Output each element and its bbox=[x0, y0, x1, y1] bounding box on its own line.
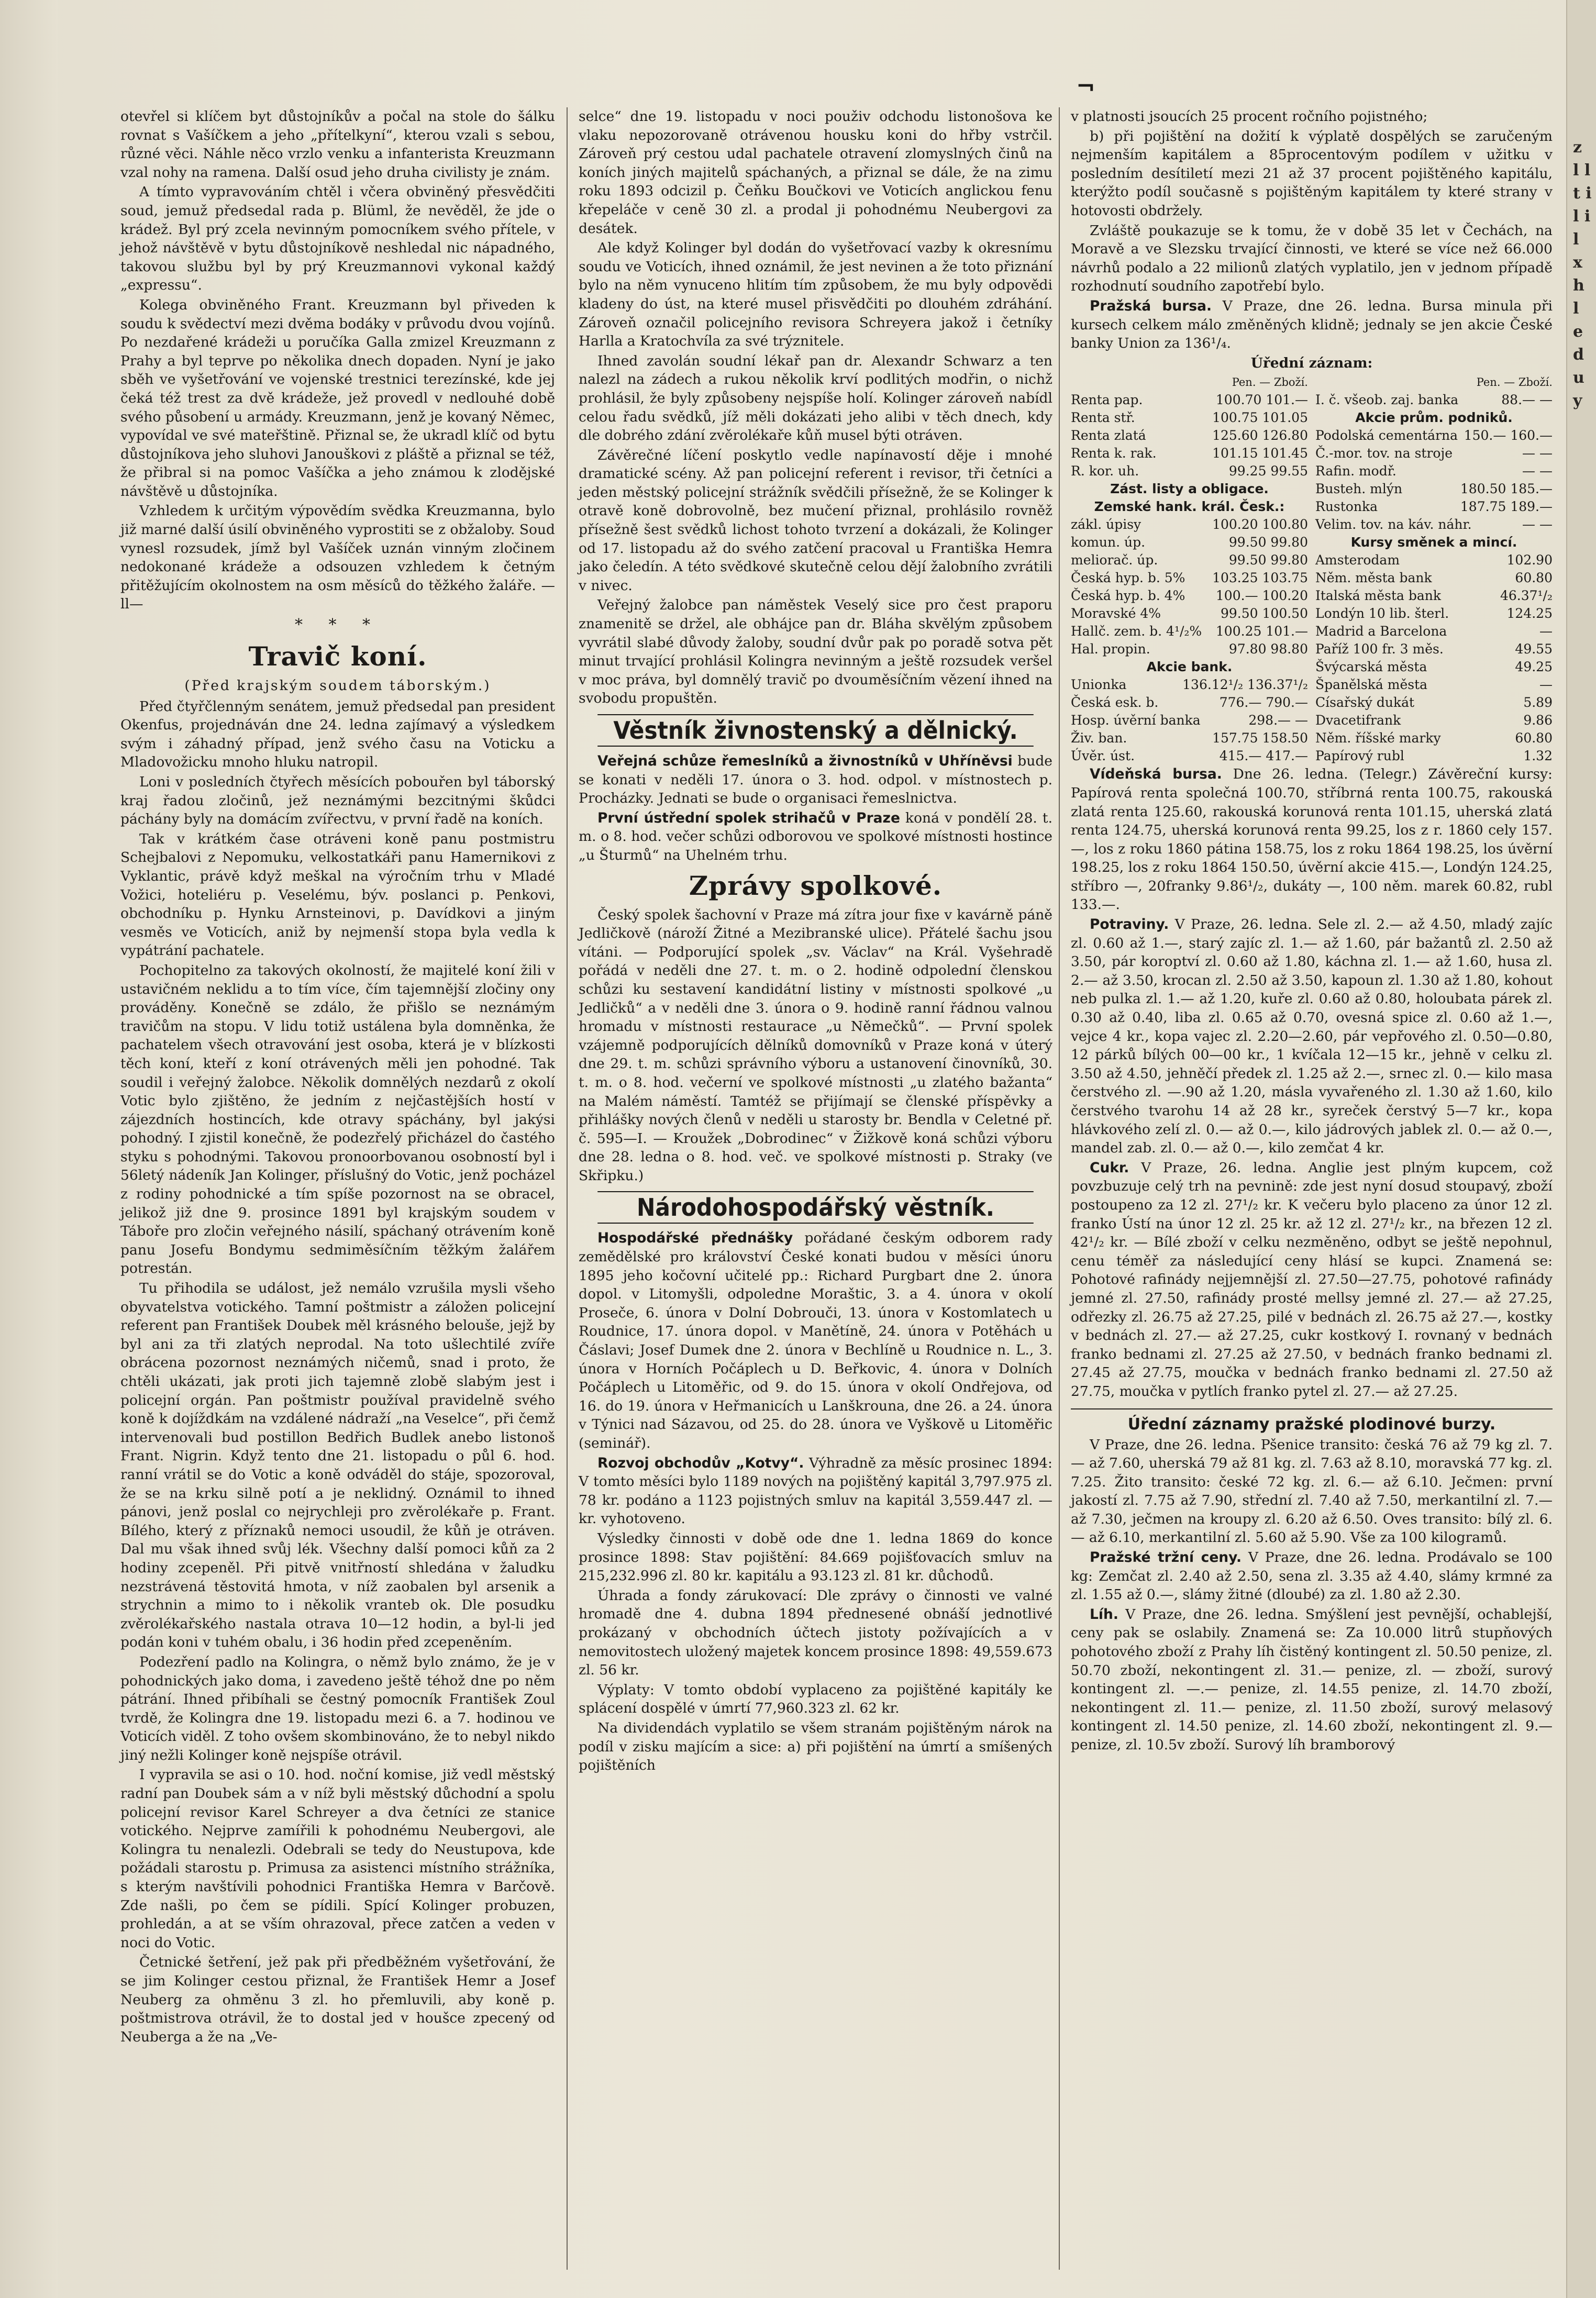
column-3 bbox=[1071, 107, 1553, 1756]
article-heading: Travič koní. bbox=[248, 641, 427, 672]
rate-row bbox=[1315, 694, 1553, 712]
item-lead: Vídeňská bursa. bbox=[1090, 766, 1222, 783]
rates-section-label: Kursy směnek a mincí. bbox=[1350, 535, 1517, 550]
rate-row bbox=[1315, 712, 1553, 729]
rate-name: R. kor. uh. bbox=[1071, 463, 1139, 479]
rate-value: 97.80 98.80 bbox=[1228, 641, 1308, 657]
paragraph: Podezření padlo na Kolingra, o němž bylo známo, že je v pohodnických jako doma, i zavedeno ještě téhož dne po něm pátrání. Ihned přibíhali se čestný pomocník František Zoul tvrdě, že Kolingra dne 19. listopadu mezi 6. a 7. hodinou ve Voticích viděl. Z toho ovšem skombinováno, že to nebyl nikdo jiný nežli Kolinger koně nejspíše otrávil. bbox=[120, 1653, 555, 1763]
rates-section-label: Akcie prům. podniků. bbox=[1355, 410, 1513, 426]
rate-row bbox=[1315, 391, 1553, 409]
rate-row bbox=[1071, 694, 1308, 712]
rate-name: Španělská města bbox=[1315, 677, 1428, 693]
rate-row bbox=[1071, 391, 1308, 409]
rates-header: Pen. — Zboží. bbox=[1232, 376, 1308, 389]
paragraph bbox=[579, 1229, 1052, 1452]
rate-name: Renta stř. bbox=[1071, 410, 1135, 426]
paragraph bbox=[1071, 297, 1553, 353]
rate-name: zákl. úpisy bbox=[1071, 517, 1141, 532]
paragraph bbox=[1071, 915, 1553, 1158]
rate-row bbox=[1315, 623, 1553, 640]
rates-section-label: Zást. listy a obligace. bbox=[1110, 481, 1269, 497]
rate-name: Londýn 10 lib. šterl. bbox=[1315, 606, 1449, 621]
rates-left bbox=[1071, 373, 1308, 765]
paragraph: Výplaty: V tomto období vyplaceno za pojištěné kapitály ke splácení dospělé v úmrtí 77,960.323 zl. 62 kr. bbox=[579, 1681, 1052, 1717]
rate-row bbox=[1071, 640, 1308, 658]
section-stars: * * * bbox=[294, 616, 381, 635]
paragraph: Četnické šetření, jež pak při předběžném vyšetřování, že se jim Kolinger cestou přiznal, že František Hemr a Josef Neuberg za ohměnu 3 zl. ho přemluvili, aby koně p. poštmistrova otrávil, že to dostal jed v houšce zpecený od Neuberga a že na „Ve- bbox=[120, 1954, 555, 2045]
column-rule bbox=[1059, 107, 1060, 2270]
rate-value: 100.75 101.05 bbox=[1212, 410, 1308, 426]
item-lead: Potraviny. bbox=[1090, 916, 1169, 933]
rate-value: 776.— 790.— bbox=[1219, 695, 1308, 711]
rates-section-label: Akcie bank. bbox=[1146, 659, 1233, 675]
rate-row bbox=[1315, 551, 1553, 569]
paragraph: Český spolek šachovní v Praze má zítra jour fixe v kavárně páně Jedličkově (nároží Žitné a Mezibranské ulice). Přátelé šachu jsou vítáni. — Podporující spolek „sv. Václav“ na Král. Vyšehradě pořádá v neděli dne 27. t. m. o 2. hodině odpolední členskou schůzi ku sestavení kandidátní listiny v místnosti spolkové „u Jedličků“ a v neděli dne 3. února o 9. hodině ranní řádnou valnou hromadu v místnosti restaurace „u Němečků“. — První spolek vzájemně podporujících dělníků domovníků v Praze koná v úterý dne 29. t. m. schůzi správního výboru a ustanovení činovníků, 30. t. m. o 8. hod. večerní ve spolkové místnosti „u zlatého bažanta“ na Malém náměstí. Tamtéž se přijímají se členské příspěvky a přihlášky nových členů v neděli u starosty br. Bendla v Celetné př. č. 595—I. — Kroužek „Dobrodinec“ v Žižkově koná schůzi výboru dne 28. ledna o 8. hod. več. ve spolkové místnosti p. Straky (ve Skřipku.) bbox=[579, 906, 1052, 1184]
rate-name: Hosp. úvěrní banka bbox=[1071, 713, 1201, 728]
rate-row bbox=[1071, 569, 1308, 587]
rate-row bbox=[1071, 747, 1308, 765]
rate-value: 99.50 100.50 bbox=[1221, 606, 1308, 621]
rate-name: Papírový rubl bbox=[1315, 748, 1404, 764]
rate-row bbox=[1315, 445, 1553, 462]
rate-value: — — bbox=[1522, 446, 1553, 461]
rate-value: — bbox=[1539, 677, 1553, 693]
rate-name: komun. úp. bbox=[1071, 535, 1146, 550]
rate-value: 100.25 101.— bbox=[1215, 624, 1308, 639]
paragraph: Výsledky činnosti v době ode dne 1. ledna 1869 do konce prosince 1898: Stav pojištění: 84.669 pojišťovacích smluv na 215,232.996 zl. 80 kr. kapitálu a 93.123 zl. 81 kr. důchodů. bbox=[579, 1530, 1052, 1584]
item-lead: Pražské tržní ceny. bbox=[1090, 1549, 1242, 1566]
rate-row bbox=[1315, 658, 1553, 676]
rates-section-label: Zemské hank. král. Česk.: bbox=[1094, 499, 1285, 515]
rate-value: 100.— 100.20 bbox=[1215, 588, 1308, 604]
rate-name: Česká hyp. b. 4% bbox=[1071, 588, 1185, 604]
rate-value: 298.— — bbox=[1248, 713, 1308, 728]
paragraph: v platnosti jsoucích 25 procent ročního pojistného; bbox=[1071, 108, 1428, 125]
rate-name: Rafin. modř. bbox=[1315, 463, 1396, 479]
left-page-margin bbox=[0, 0, 58, 2298]
rate-name: Švýcarská města bbox=[1315, 659, 1427, 675]
divider bbox=[1071, 1408, 1553, 1409]
rate-value: — — bbox=[1522, 463, 1553, 479]
rate-value: — bbox=[1539, 624, 1553, 639]
rate-value: 49.25 bbox=[1515, 659, 1553, 675]
rate-row bbox=[1315, 587, 1553, 605]
rate-name: Busteh. mlýn bbox=[1315, 481, 1403, 497]
exchange-rates-table bbox=[1071, 373, 1553, 765]
rate-name: Hallč. zem. b. 4¹/₂% bbox=[1071, 624, 1202, 639]
rate-name: Renta pap. bbox=[1071, 392, 1143, 408]
column-2 bbox=[579, 107, 1052, 1776]
rate-name: Amsterodam bbox=[1315, 552, 1400, 568]
item-text: V Praze, 26. ledna. Sele zl. 2.— až 4.50, mladý zajíc zl. 0.60 až 1.—, starý zajíc zl. 1.— až 1.60, pár bažantů zl. 2.50 až 3.50, pár koroptví zl. 0.60 až 1.80, káchna zl. 1.— až 1.60, husa zl. 2.— až 3.50, krocan zl. 2.50 až 3.50, kapoun zl. 1.30 až 1.80, kohout neb pulka zl. 1.— až 1.20, kuře zl. 0.60 až 0.80, holoubata párek zl. 0.30 až 0.40, liba zl. 0.65 až 0.70, ovesná spice zl. 0.60 až 1.—, vejce 4 kr., kopa vajec zl. 2.20—2.60, pár vepřového zl. 0.50—0.80, 12 párků bílých 00—00 kr., 1 kvíčala 12—15 kr., jehně v celku zl. 3.50 až 4.50, jehněčí předek zl. 1.25 až 2.—, srnec zl. 0.— kilo masa čerstvého zl. —.90 až 1.20, másla vyvařeného zl. 1.30 až 1.60, kilo čerstvého tvarohu 14 až 28 kr., syreček čerstvý 5—7 kr., kopa hlávkového zelí zl. 0.— až 0.—, kilo jádrových jablek zl. 0.— až 0.—, mandel zab. zl. 0.— až 0.—, kilo zemčat 4 kr. bbox=[1071, 916, 1553, 1157]
rates-header: Pen. — Zboží. bbox=[1476, 376, 1553, 389]
rate-value: 99.50 99.80 bbox=[1228, 552, 1308, 568]
rate-value: 415.— 417.— bbox=[1219, 748, 1308, 764]
rate-value: 150.— 160.— bbox=[1464, 428, 1553, 443]
rate-name: Paříž 100 fr. 3 měs. bbox=[1315, 641, 1444, 657]
section-heading: Národohospodářský věstník. bbox=[597, 1191, 1034, 1224]
rate-row bbox=[1071, 409, 1308, 427]
paragraph bbox=[1071, 765, 1553, 914]
rate-value: 157.75 158.50 bbox=[1212, 730, 1308, 746]
rate-value: 49.55 bbox=[1515, 641, 1553, 657]
paragraph bbox=[579, 809, 1052, 865]
rate-value: 102.90 bbox=[1506, 552, 1553, 568]
rate-name: Madrid a Barcelona bbox=[1315, 624, 1447, 639]
item-text: Výhradně za měsíc prosinec 1894: V tomto měsíci bylo 1189 nových na pojištěný kapitál 3,797.975 zl. 78 kr. podáno a 1123 pojistných smluv na kapitál 3,559.447 zl. — kr. vyhotoveno. bbox=[579, 1455, 1052, 1527]
item-lead: Rozvoj obchodův „Kotvy“. bbox=[597, 1455, 804, 1471]
rate-name: Renta k. rak. bbox=[1071, 446, 1157, 461]
rate-value: 124.25 bbox=[1506, 606, 1553, 621]
rate-name: I. č. všeob. zaj. banka bbox=[1315, 392, 1459, 408]
column-1 bbox=[120, 107, 555, 2047]
rate-value: 100.70 101.— bbox=[1215, 392, 1308, 408]
rate-name: Podolská cementárna bbox=[1315, 428, 1458, 443]
rate-row bbox=[1071, 676, 1308, 694]
rate-row bbox=[1315, 516, 1553, 534]
paragraph: Vzhledem k určitým výpovědím svědka Kreuzmanna, bylo již marné další úsilí obviněného vyprostiti se z obžaloby. Soud vynesl rozsudek, jímž byl Vašíček uznán vinným zločinem nedokonané krádeže a odsouzen vzhledem k četným přitěžujícím okolnostem na osm měsíců do těžkého žaláře. —ll— bbox=[120, 503, 555, 613]
rates-right bbox=[1315, 373, 1553, 765]
paragraph bbox=[579, 752, 1052, 808]
rate-value: 5.89 bbox=[1523, 695, 1553, 711]
paragraph: Pochopitelno za takových okolností, že majitelé koní žili v ustavičném neklidu a to tím více, čím tajemnější zločiny ony prováděny. Konečně se zdálo, že přišlo se neznámým travičům na stopu. V lidu totiž ustálena byla domněnka, že pachatelem všech otravování jest osoba, která je v blízkosti těch koní, kteří z koní otrávených měli jen pohodné. Tak soudil i veřejný žalobce. Několik domnělých nezdarů z okolí Votic bylo zjištěno, že jedním z nejčastějších hostí v zájezdních hostincích, kde otravy spáchány, byl jakýsi pohodný. I zjistil konečně, že podezřelý přicházel do častého styku s pohodnými. Takovou pronoorbovanou osobností byl i 56letý nádeník Jan Kolinger, příslušný do Votic, jenž pocházel z rodiny pohodnické a tím spíše pozornost na se obracel, jelikož již dne 9. prosince 1891 byl krajským soudem v Táboře pro zločin veřejného násilí, spáchaný otrávením koně panu Josefu Bondymu sedmiměsíčním těžkým žalářem potrestán. bbox=[120, 962, 555, 1277]
rate-row bbox=[1071, 534, 1308, 551]
paragraph: Ihned zavolán soudní lékař pan dr. Alexandr Schwarz a ten nalezl na zádech a rukou několik krví podlitých modřin, o nichž prohlásil, že byly způsobeny nejspíše holí. Kolinger zároveň nabídl celou řadu svědků, jíž měli dokázati jeho alibi v těch dnech, kdy dle dobrého zdání zvěrolékaře kůň musel býti otráven. bbox=[579, 352, 1052, 444]
item-lead: Cukr. bbox=[1090, 1159, 1129, 1176]
rate-row bbox=[1315, 480, 1553, 498]
rate-name: Česká esk. b. bbox=[1071, 695, 1159, 711]
item-text: Dne 26. ledna. (Telegr.) Závěreční kursy: Papírová renta společná 100.70, stříbrná renta 100.75, rakouská zlatá renta 125.60, rakouská korunová renta 101.15, uherská zlatá renta 124.75, uherská korunová renta 99.25, los z r. 1860 cely 157.—, los z roku 1860 pátina 158.75, los z roku 1864 198.25, los úvěrní 198.25, los z roku 1864 150.50, úvěrní akcie 415.—, Londýn 124.25, stříbro —, 20franky 9.86¹/₂, dukáty —, 100 něm. marek 60.82, rubl 133.—. bbox=[1071, 766, 1553, 913]
rate-value: 99.50 99.80 bbox=[1228, 535, 1308, 550]
rates-title: Úřední záznam: bbox=[1250, 354, 1373, 371]
rate-row bbox=[1071, 516, 1308, 534]
paragraph: Kolega obviněného Frant. Kreuzmann byl přiveden k soudu k svědectví mezi dvěma bodáky v průvodu dvou vojínů. Po nezdařené krádeži u poručíka Galla zmizel Kreuzmann z Prahy a byl teprve po několika dnech dopaden. Nyní je jako sběh ve vyšetřování ve vojenské trestnici terezínské, kde jej čeká též trest za dvě krádeže, jež provedl v nedlouhé době svého působení u armády. Kreuzmann, jenž je kovaný Němec, vypovídal ve své mateřštině. Přiznal se, že ukradl klíč od bytu důstojníkova jeho sluhovi Janouškovi z pláště a přiznal se též, že přibral si na pomoc Vašíčka a jeho známou k zlodějské návštěvě u důstojníka. bbox=[120, 296, 555, 499]
rate-row bbox=[1071, 427, 1308, 445]
edge-letters: z l l t i l i l x h l e d u y bbox=[1573, 138, 1592, 410]
rate-value: 180.50 185.— bbox=[1460, 481, 1553, 497]
item-lead: První ústřední spolek strihačů v Praze bbox=[597, 809, 900, 826]
rate-name: Č.-mor. tov. na stroje bbox=[1315, 446, 1453, 461]
paragraph: Tak v krátkém čase otráveni koně panu postmistru Schejbalovi z Nepomuku, velkostatkáři panu Hamernikovi z Vyklantic, právě když meškal na výročním trhu v Mladé Vožici, hoteliéru p. Veselému, býv. poslanci p. Penkovi, obchodníku p. Hynku Arnsteinovi, p. Davídkovi a jiným vesměs ve Voticích, aniž by nejmenší stopa byla vedla k vypátrání pachatele. bbox=[120, 830, 555, 959]
rate-name: Hal. propin. bbox=[1071, 641, 1150, 657]
rate-row bbox=[1315, 498, 1553, 516]
item-text: V Praze, 26. ledna. Anglie jest plným kupcem, což povzbuzuje celý trh na pevnině: zde jest nyní dosud stoupavý, zboží postoupeno za 12 zl. 27¹/₂ kr. K večeru bylo placeno za únor 12 zl. franko Ústí na únor 12 zl. 25 kr. až 12 zl. 27¹/₂ kr., na březen 12 zl. 42¹/₂ kr. — Bílé zboží v celku nezměněno, odbyt se ještě nepohnul, cenu téměř za následující ceny hlásí se kupci. Znamená se: Pohotové rafinády nejjemnější zl. 27.50—27.75, pohotové rafinády jemné zl. 27.50, rafinády prosté mellsy jemné zl. 27.— až 27.25, odřezky zl. 26.75 až 27.25, pilé v bednách zl. 26.75 až 27.—, kostky v bednách zl. 27.— až 27.25, cukr kostkový I. rovnaný v bednách franko bednami zl. 27.25 až 27.50, v bednách franko bednami zl. 27.45 až 27.75, moučka v bednách franko bednami zl. 27.50 až 27.75, moučka v pytlích franko pytel zl. 27.— až 27.25. bbox=[1071, 1159, 1553, 1400]
paragraph: Ale když Kolinger byl dodán do vyšetřovací vazby k okresnímu soudu ve Voticích, ihned oznámil, že jest nevinen a že toto přiznání bylo na něm vynuceno hlitím tím způsobem, že mu byly odpovědi kladeny do úst, na které musel přisvědčiti po dlouhém zdráhání. Zároveň označil policejního revisora Schreyera jakož i četníky Harlla a Kratochvíla za své trýznitele. bbox=[579, 240, 1052, 350]
rate-row bbox=[1315, 676, 1553, 694]
rate-row bbox=[1071, 551, 1308, 569]
rate-name: Unionka bbox=[1071, 677, 1127, 693]
rate-value: 136.12¹/₂ 136.37¹/₂ bbox=[1182, 677, 1308, 693]
right-page-edge bbox=[1566, 0, 1596, 2298]
rate-name: Úvěr. úst. bbox=[1071, 748, 1135, 764]
rate-value: 88.— — bbox=[1501, 392, 1553, 408]
rate-value: 100.20 100.80 bbox=[1212, 517, 1308, 532]
rate-name: Moravské 4% bbox=[1071, 606, 1161, 621]
item-text: koná v pondělí 28. t. m. o 8. hod. večer schůzi odborovou ve spolkové místnosti hostince „u Šturmů“ na Uhelném trhu. bbox=[579, 809, 1052, 863]
section-heading: Věstník živnostenský a dělnický. bbox=[597, 714, 1034, 747]
item-lead: Líh. bbox=[1090, 1606, 1118, 1623]
rate-name: Rustonka bbox=[1315, 499, 1378, 515]
rate-value: 9.86 bbox=[1523, 713, 1553, 728]
paragraph: V Praze, dne 26. ledna. Pšenice transito: česká 76 až 79 kg zl. 7.— až 7.60, uherská 79 až 81 kg. zl. 7.63 až 8.10, moravská 77 kg. zl. 7.25. Žito transito: české 72 kg. zl. 6.— až 6.10. Ječmen: první jakostí zl. 7.75 až 7.90, střední zl. 7.40 až 7.50, merkantilní zl. 7.— až 7.30, ječmen na kroupy zl. 6.20 až 6.50. Oves transito: bílý zl. 6.— až 6.10, merkantilní zl. 5.60 až 5.90. Vše za 100 kilogramů. bbox=[1071, 1436, 1553, 1546]
rate-name: Císařský dukát bbox=[1315, 695, 1415, 711]
paragraph: selce“ dne 19. listopadu v noci použiv odchodu listonošova ke vlaku nepozorovaně otrávenou housku koni do hřby vstrčil. Zároveň prý cestou udal pachatele otravení zlomyslných činů na koních jiných majitelů spáchaných, a přiznal se dále, že na zimu roku 1893 odcizil p. Čeňku Boučkovi ve Voticích anglickou fenu křepeláče v ceně 30 zl. a prodal ji pohodnému Neubergovi za desátek. bbox=[579, 108, 1052, 237]
rate-name: Něm. města bank bbox=[1315, 570, 1432, 586]
item-lead: Veřejná schůze řemeslníků a živnostníků v Uhříněvsi bbox=[597, 753, 1013, 769]
rate-value: 60.80 bbox=[1515, 730, 1553, 746]
rate-row bbox=[1315, 569, 1553, 587]
item-text: V Praze, dne 26. ledna. Bursa minula při kursech celkem málo změněných klidně; jednaly se jen akcie České banky Union za 136¹/₄. bbox=[1071, 297, 1553, 352]
rate-value: 103.25 103.75 bbox=[1212, 570, 1308, 586]
rate-row bbox=[1315, 427, 1553, 445]
item-lead: Hospodářské přednášky bbox=[597, 1230, 793, 1247]
article-subheading: (Před krajským soudem táborským.) bbox=[184, 678, 491, 694]
paragraph: I vypravila se asi o 10. hod. noční komise, již vedl městský radní pan Doubek sám a v níž byli městský důchodní a spolu policejní revisor Karel Schreyer a dva četníci ze stanice votického. Nejprve zamířili k pohodnému Neubergovi, ale Kolingra tu nenalezli. Odebrali se tedy do Neustupova, kde požádali starostu p. Primusa za asistenci místního strážníka, s kterým navštívili pohodnici Františka Hemra v Barčově. Zde našli, po čem se pídili. Spící Kolinger probuzen, prohledán, a at se vším ohrazoval, přece zatčen a veden v noci do Votic. bbox=[120, 1767, 555, 1951]
rate-value: 1.32 bbox=[1523, 748, 1553, 764]
rate-row bbox=[1315, 462, 1553, 480]
item-lead: Pražská bursa. bbox=[1090, 297, 1212, 314]
rate-value: 46.37¹/₂ bbox=[1500, 588, 1553, 604]
rate-row bbox=[1315, 747, 1553, 765]
top-mark: ¬ bbox=[1076, 73, 1095, 100]
paragraph: Na dividendách vyplatilo se všem stranám pojištěným nárok na podíl v zisku majícím a sice: a) při pojištění na úmrtí a smíšených pojištěních bbox=[579, 1719, 1052, 1774]
rate-row bbox=[1071, 587, 1308, 605]
paragraph: Veřejný žalobce pan náměstek Veselý sice pro čest praporu znamenitě se držel, ale obhájce pan dr. Bláha skvělým způsobem vyvrátil slabé důvody žaloby, soudní dvůr pak po poradě sotva pět minut trvající prohlásil Kolingra nevinným a ještě rozsudek veršel v moc práva, byl domnělý travič po dvouměsíčním vězení ihned na svobodu propuštěn. bbox=[579, 597, 1052, 707]
paragraph: otevřel si klíčem byt důstojníkův a počal na stole do šálku rovnat s Vašíčkem a jeho „přítelkyní“, kterou vzali s sebou, různé věci. Náhle něco vrzlo venku a infanterista Kreuzmann vzal nohy na ramena. Další osud jeho druha civilisty je znám. bbox=[120, 108, 555, 181]
column-rule bbox=[567, 107, 568, 2270]
rate-row bbox=[1071, 445, 1308, 462]
section-heading: Zprávy spolkové. bbox=[689, 870, 943, 901]
rate-value: 187.75 189.— bbox=[1460, 499, 1553, 515]
rate-row bbox=[1071, 605, 1308, 623]
item-text: pořádané českým odborem rady zemědělské pro království České konati budou v měsíci únoru 1895 jeho kočovní učitelé pp.: Richard Purgbart dne 2. února dopol. v Litomyšli, odpoledne Moraštic, 3. a 4. února v okolí Proseče, 6. února v Dolní Dobrouči, 13. února v Kostomlatech u Roudnice, 17. února dopol. v Manětíně, 24. února v Potěhách u Čáslavi; Josef Dumek dne 2. února v Bechlíně u Roudnice n. L., 3. února v Horních Počáplech u D. Beřkovic, 4. února v Dolních Počáplech u Litoměřic, od 9. do 15. února v okolí Ondřejova, od 16. do 19. února v Heřmanicích u Lanškrouna, dne 26. a 24. února v Týnici nad Sázavou, od 25. do 28. února ve Vyškově u Litoměřic (seminář). bbox=[579, 1230, 1052, 1451]
rate-name: Něm. říšské marky bbox=[1315, 730, 1441, 746]
rate-name: Italská města bank bbox=[1315, 588, 1442, 604]
paragraph: Tu přihodila se událost, jež nemálo vzrušila mysli všeho obyvatelstva votického. Tamní poštmistr a záložen policejní referent pan František Doubek měl krásného belouše, jejž by byl ani za tři zlatých neprodal. Na toto ušlechtilé zvíře obrácena pozornost neznámých ničemů, snad i proto, že chtěli ukázati, jak proti jich tajemně zlobě slabým jest i policejní orgán. Pan poštmistr používal pravidelně svého koně k dojíždkám na vzdálené nádraží „na Veselce“, při čemž intervenovali bud postillon Bedřich Budlek anebo listonoš Frant. Nigrin. Když tento dne 21. listopadu o půl 6. hod. ranní vrátil se do Votic a koně odváděl do stáje, spozoroval, že se na krku silně potí a je neklidný. Oznámil to ihned pánovi, jenž poslal co nejrychleji pro zvěrolékaře p. Frant. Bílého, který z příznaků nemoci usoudil, že kůň je otráven. Dal mu však ihned svůj lék. Všechny další pomoci kůň za 2 hodiny zcepeněl. Při pitvě vnitřností shledána v žaludku nezstrávená těstovitá hmota, v níž zaobalen byl arsenik a strychnin a mimo to i několik vranteb ok. Dle posudku zvěrolékařského nastala otrava 10—12 hodin, a byl-li jed podán koni v tuhém obalu, i 36 hodin před zcepeněním. bbox=[120, 1280, 555, 1651]
rate-row bbox=[1071, 623, 1308, 640]
paragraph: Loni v posledních čtyřech měsících pobouřen byl táborský kraj řadou zločinů, jež neznámými bezcitnými škůdci páchány byly na domácím zvířectvu, v první řadě na koních. bbox=[120, 774, 555, 828]
rate-row bbox=[1071, 712, 1308, 729]
rate-value: 99.25 99.55 bbox=[1228, 463, 1308, 479]
rate-value: — — bbox=[1522, 517, 1553, 532]
rate-value: 125.60 126.80 bbox=[1212, 428, 1308, 443]
paragraph: Závěrečné líčení poskytlo vedle napínavostí děje i mnohé dramatické scény. Až pan policejní referent i revisor, tři četníci a jeden městský policejní strážník svědčili přísežně, že se Kolinger k otravě koně dobrovolně, bez mučení přiznal, prohlásilo rovněž přísežně šest svědků lichost tohoto tvrzení a dokázali, že Kolinger od 17. listopadu až do svého zatčení pracoval u Františka Hemra jako čeledín. A této svědkové skutečně celou dějí žalobního zvrátili v nivec. bbox=[579, 447, 1052, 594]
item-text: V Praze, dne 26. ledna. Smýšlení jest pevnější, ochablejší, ceny pak se oslabily. Znamená se: Za 10.000 litrů stupňových pohotového zboží z Prahy líh čistěný kontingent zl. 50.50 penize, zl. 50.70 zboží, nekontingent zl. 31.— penize, zl. — zboží, surový kontingent zl. —.— penize, zl. 14.55 penize, zl. 14.70 zboží, nekontingent zl. 11.— penize, zl. 11.50 zboží, surový melasový kontingent zl. 14.50 penize, zl. 14.60 zboží, nekontingent zl. 9.— penize, zl. 10.5v zboží. Surový líh bramborový bbox=[1071, 1606, 1553, 1753]
paragraph: Úhrada a fondy zárukovací: Dle zprávy o činnosti ve valné hromadě dne 4. dubna 1894 přednesené obnáší jednotlivé prokázaný v obchodních účtech jistoty požívajících a v nemovitostech uložený majetek koncem prosince 1898: 49,559.673 zl. 56 kr. bbox=[579, 1587, 1052, 1679]
rate-value: 60.80 bbox=[1515, 570, 1553, 586]
rate-row bbox=[1315, 640, 1553, 658]
paragraph: Před čtyřčlenným senátem, jemuž předsedal pan president Okenfus, projednáván dne 24. ledna zajímavý a výsledkem svým i záhadný případ, jenž svého času na Voticku a Mladovožicku mnoho hluku natropil. bbox=[120, 698, 555, 771]
rate-value: 101.15 101.45 bbox=[1212, 446, 1308, 461]
item-text: bude se konati v neděli 17. února o 3. hod. odpol. v místnostech p. Procházky. Jednati se bude o organisaci řemeslnictva. bbox=[579, 753, 1052, 807]
section-title: Úřední záznamy pražské plodinové burzy. bbox=[1127, 1415, 1496, 1434]
rate-row bbox=[1071, 462, 1308, 480]
rate-name: Velim. tov. na káv. náhr. bbox=[1315, 517, 1472, 532]
rate-name: Dvacetifrank bbox=[1315, 713, 1401, 728]
rate-row bbox=[1071, 729, 1308, 747]
rate-name: meliorač. úp. bbox=[1071, 552, 1158, 568]
item-text: V Praze, dne 26. ledna. Prodávalo se 100 kg: Zemčat zl. 2.40 až 2.50, sena zl. 3.35 až 4.40, slámy krmné za zl. 1.55 až 0.—, slámy žitné (dloubé) za zl. 1.80 až 2.30. bbox=[1071, 1549, 1553, 1603]
rate-row bbox=[1315, 729, 1553, 747]
paragraph bbox=[1071, 1159, 1553, 1401]
rate-row bbox=[1315, 605, 1553, 623]
paragraph bbox=[1071, 1605, 1553, 1755]
rate-name: Živ. ban. bbox=[1071, 730, 1127, 746]
rate-name: Renta zlatá bbox=[1071, 428, 1146, 443]
paragraph: A tímto vypravováním chtěl i včera obviněný přesvědčiti soud, jemuž předsedal rada p. Blüml, že nevěděl, že jde o krádež. Byl prý zcela nevinným pomocníkem svého přítele, v jehož návštěvě v bytu důstojníkově neshledal nic nápadného, takovou službu byl by prý Kreuzmannovi vykonal každý „expressu“. bbox=[120, 184, 555, 294]
paragraph bbox=[1071, 1548, 1553, 1604]
rate-name: Česká hyp. b. 5% bbox=[1071, 570, 1185, 586]
paragraph: Zvláště poukazuje se k tomu, že v době 35 let v Čechách, na Moravě a ve Slezsku trvající činnosti, ve které se více než 66.000 návrhů podalo a 22 milionů zlatých vyplatilo, jen v jednom případě rozhodnutí soudního zapotřebí bylo. bbox=[1071, 222, 1553, 295]
paragraph bbox=[579, 1454, 1052, 1528]
paragraph: b) při pojištění na dožití k výplatě dospělých se zaručeným nejmenším kapitálem a 85procentovým podílem v užitku v posledním desítiletí mezi 21 až 37 procent pojištěného kapitálu, kterýžto podíl současně s pojištěným kapitálem ty které strany v hotovosti obdržely. bbox=[1071, 128, 1553, 219]
